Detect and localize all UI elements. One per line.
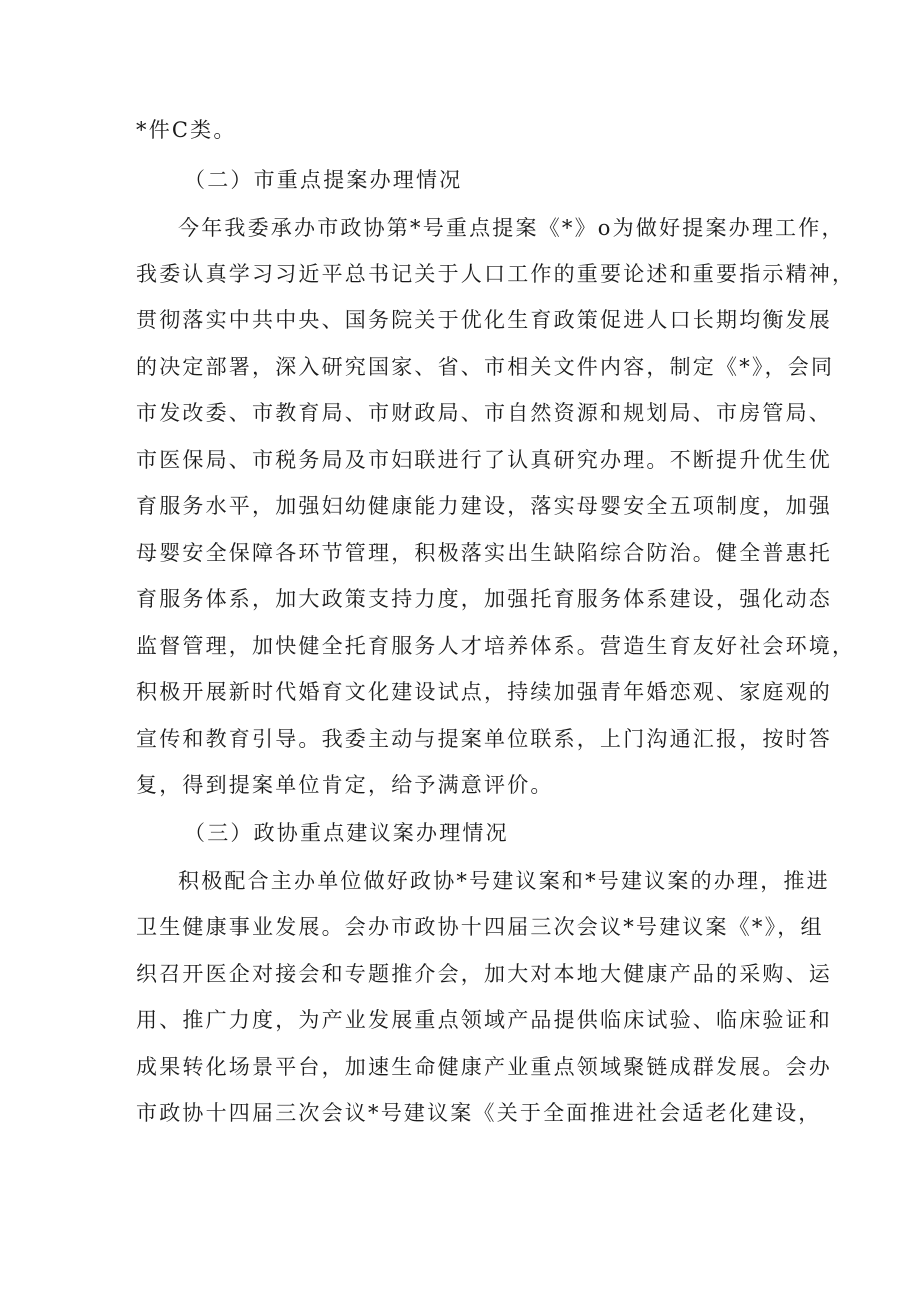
paragraph-line: 贯彻落实中共中央、国务院关于优化生育政策促进人口长期均衡发展 (136, 308, 832, 332)
paragraph-line: 育服务体系，加大政策支持力度，加强托育服务体系建设，强化动态 (136, 587, 832, 611)
section-heading: （二）市重点提案办理情况 (184, 168, 463, 192)
paragraph-line: 宣传和教育引导。我委主动与提案单位联系，上门沟通汇报，按时答 (136, 727, 832, 751)
paragraph-line: 成果转化场景平台，加速生命健康产业重点领域聚链成群发展。会办 (136, 1055, 832, 1079)
paragraph-line: *件C类。 (136, 118, 237, 142)
paragraph-line: 积极配合主办单位做好政协*号建议案和*号建议案的办理，推进 (178, 869, 830, 893)
paragraph-line: 用、推广力度，为产业发展重点领域产品提供临床试验、临床验证和 (136, 1008, 832, 1032)
paragraph-line: 卫生健康事业发展。会办市政协十四届三次会议*号建议案《*》，组 (136, 915, 824, 939)
paragraph-line: 监督管理，加快健全托育服务人才培养体系。营造生育友好社会环境， (136, 634, 856, 658)
paragraph-line: 育服务水平，加强妇幼健康能力建设，落实母婴安全五项制度，加强 (136, 494, 832, 518)
paragraph-line: 母婴安全保障各环节管理，积极落实出生缺陷综合防治。健全普惠托 (136, 541, 832, 565)
paragraph-line: 市政协十四届三次会议*号建议案《关于全面推进社会适老化建设， (136, 1101, 822, 1125)
paragraph-line: 的决定部署，深入研究国家、省、市相关文件内容，制定《*》，会同 (136, 355, 835, 379)
section-heading: （三）政协重点建议案办理情况 (184, 821, 509, 845)
paragraph-line: 市医保局、市税务局及市妇联进行了认真研究办理。不断提升优生优 (136, 448, 832, 472)
paragraph-line: 市发改委、市教育局、市财政局、市自然资源和规划局、市房管局、 (136, 401, 832, 425)
paragraph-line: 今年我委承办市政协第*号重点提案《*》o为做好提案办理工作， (178, 216, 845, 240)
paragraph-line: 复，得到提案单位肯定，给予满意评价。 (136, 773, 554, 797)
paragraph-line: 织召开医企对接会和专题推介会，加大对本地大健康产品的采购、运 (136, 962, 832, 986)
paragraph-line: 积极开展新时代婚育文化建设试点，持续加强青年婚恋观、家庭观的 (136, 680, 832, 704)
paragraph-line: 我委认真学习习近平总书记关于人口工作的重要论述和重要指示精神， (136, 262, 856, 286)
